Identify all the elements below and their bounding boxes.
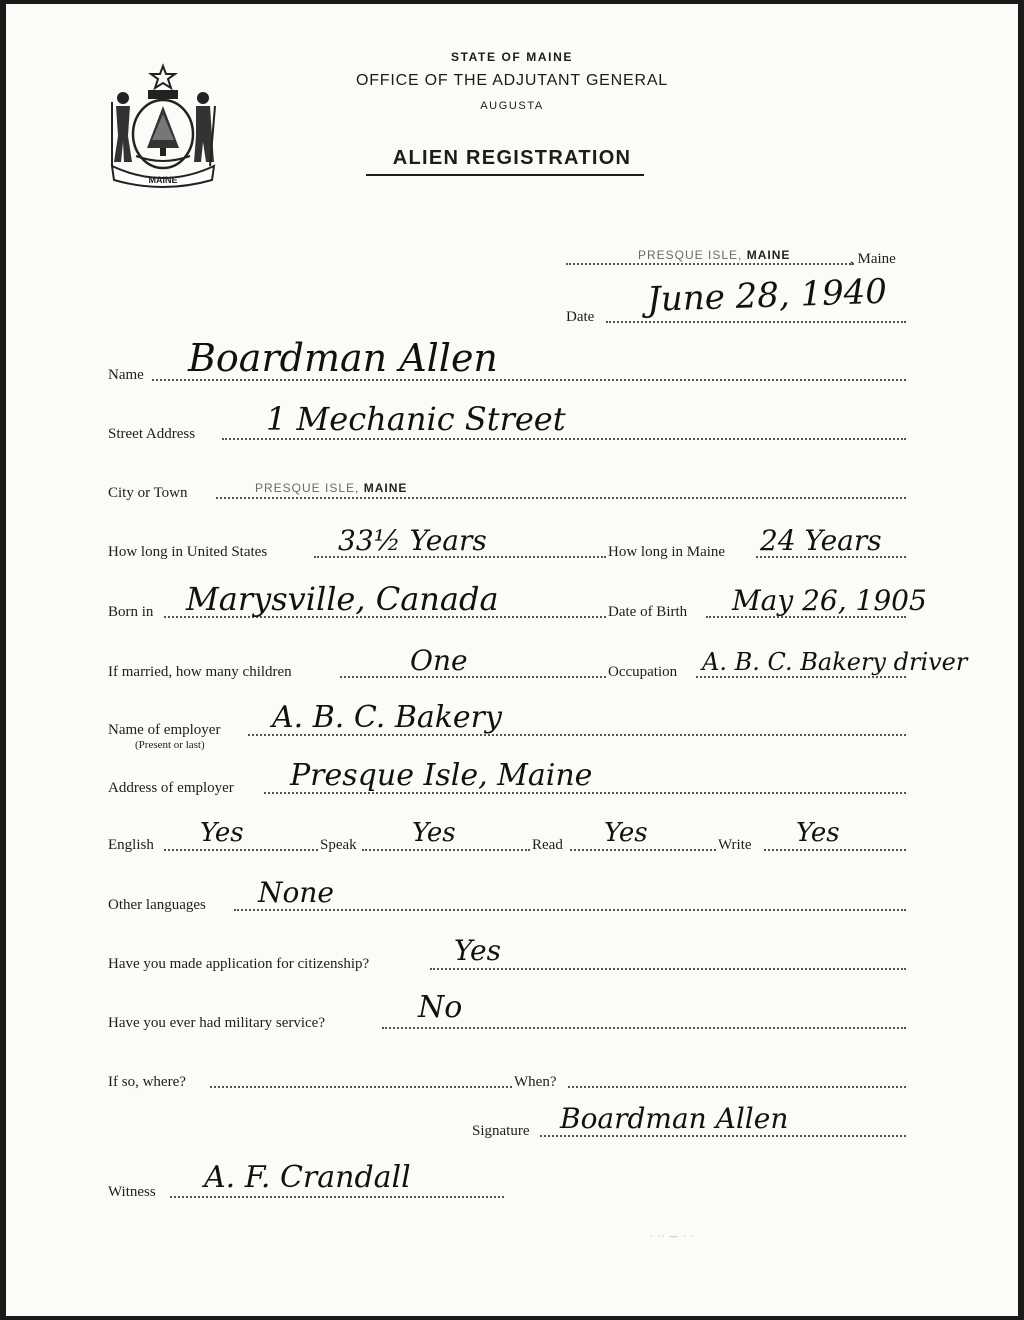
street-line <box>222 438 906 440</box>
read-label: Read <box>532 837 563 853</box>
street-value: 1 Mechanic Street <box>266 400 566 438</box>
dob-value: May 26, 1905 <box>732 584 927 617</box>
dob-label: Date of Birth <box>608 604 688 620</box>
citizenship-line <box>430 968 906 970</box>
date-label: Date <box>566 309 595 325</box>
title-underline <box>366 174 644 176</box>
english-value: Yes <box>200 818 244 848</box>
office-heading: OFFICE OF THE ADJUTANT GENERAL <box>355 72 669 89</box>
employer-address-label: Address of employer <box>108 780 234 796</box>
place-stamp: PRESQUE ISLE, MAINE <box>638 248 791 262</box>
children-label: If married, how many children <box>108 664 292 680</box>
write-line <box>764 849 906 851</box>
read-line <box>570 849 716 851</box>
children-line <box>340 676 606 678</box>
years-us-label: How long in United States <box>108 544 268 560</box>
military-value: No <box>418 990 463 1025</box>
svg-text:MAINE: MAINE <box>148 175 178 185</box>
witness-label: Witness <box>108 1184 156 1200</box>
years-maine-label: How long in Maine <box>608 544 726 560</box>
born-in-value: Marysville, Canada <box>186 580 499 618</box>
speak-line <box>362 849 530 851</box>
signature-value: Boardman Allen <box>560 1102 789 1135</box>
signature-line <box>540 1135 906 1137</box>
employer-address-value: Presque Isle, Maine <box>290 758 593 793</box>
city-line <box>216 497 906 499</box>
read-value: Yes <box>604 818 648 848</box>
other-languages-value: None <box>258 876 334 909</box>
city-heading: AUGUSTA <box>480 100 544 112</box>
other-languages-label: Other languages <box>108 897 206 913</box>
place-line <box>566 263 854 265</box>
years-maine-value: 24 Years <box>760 524 882 557</box>
if-so-where-line <box>210 1086 512 1088</box>
speak-value: Yes <box>412 818 456 848</box>
speak-label: Speak <box>320 837 357 853</box>
english-label: English <box>108 837 154 853</box>
date-line <box>606 321 906 323</box>
name-label: Name <box>108 367 144 383</box>
employer-note: (Present or last) <box>135 739 205 751</box>
state-heading: STATE OF MAINE <box>451 50 573 64</box>
other-languages-line <box>234 909 906 911</box>
witness-value: A. F. Crandall <box>204 1160 411 1195</box>
when-line <box>568 1086 906 1088</box>
street-label: Street Address <box>108 426 196 442</box>
date-value: June 28, 1940 <box>646 271 888 320</box>
city-stamp: PRESQUE ISLE, MAINE <box>255 481 408 495</box>
born-in-label: Born in <box>108 604 154 620</box>
years-us-value: 33½ Years <box>338 524 487 557</box>
children-value: One <box>410 644 468 677</box>
when-label: When? <box>514 1074 557 1090</box>
city-label: City or Town <box>108 485 188 501</box>
citizenship-value: Yes <box>454 934 501 967</box>
military-label: Have you ever had military service? <box>108 1015 325 1031</box>
military-line <box>382 1027 906 1029</box>
occupation-line <box>696 676 906 678</box>
witness-line <box>170 1196 504 1198</box>
english-line <box>164 849 318 851</box>
if-so-where-label: If so, where? <box>108 1074 186 1090</box>
occupation-label: Occupation <box>608 664 678 680</box>
citizenship-label: Have you made application for citizenship? <box>108 956 370 972</box>
employer-value: A. B. C. Bakery <box>272 700 502 735</box>
write-value: Yes <box>796 818 840 848</box>
signature-label: Signature <box>472 1123 530 1139</box>
name-value: Boardman Allen <box>188 336 498 380</box>
employer-label: Name of employer <box>108 722 221 738</box>
occupation-value: A. B. C. Bakery driver <box>702 648 968 676</box>
form-title: ALIEN REGISTRATION <box>392 147 632 169</box>
paper-smudge: · ·· — · · <box>650 1232 695 1242</box>
write-label: Write <box>718 837 752 853</box>
place-suffix: , Maine <box>850 251 896 267</box>
